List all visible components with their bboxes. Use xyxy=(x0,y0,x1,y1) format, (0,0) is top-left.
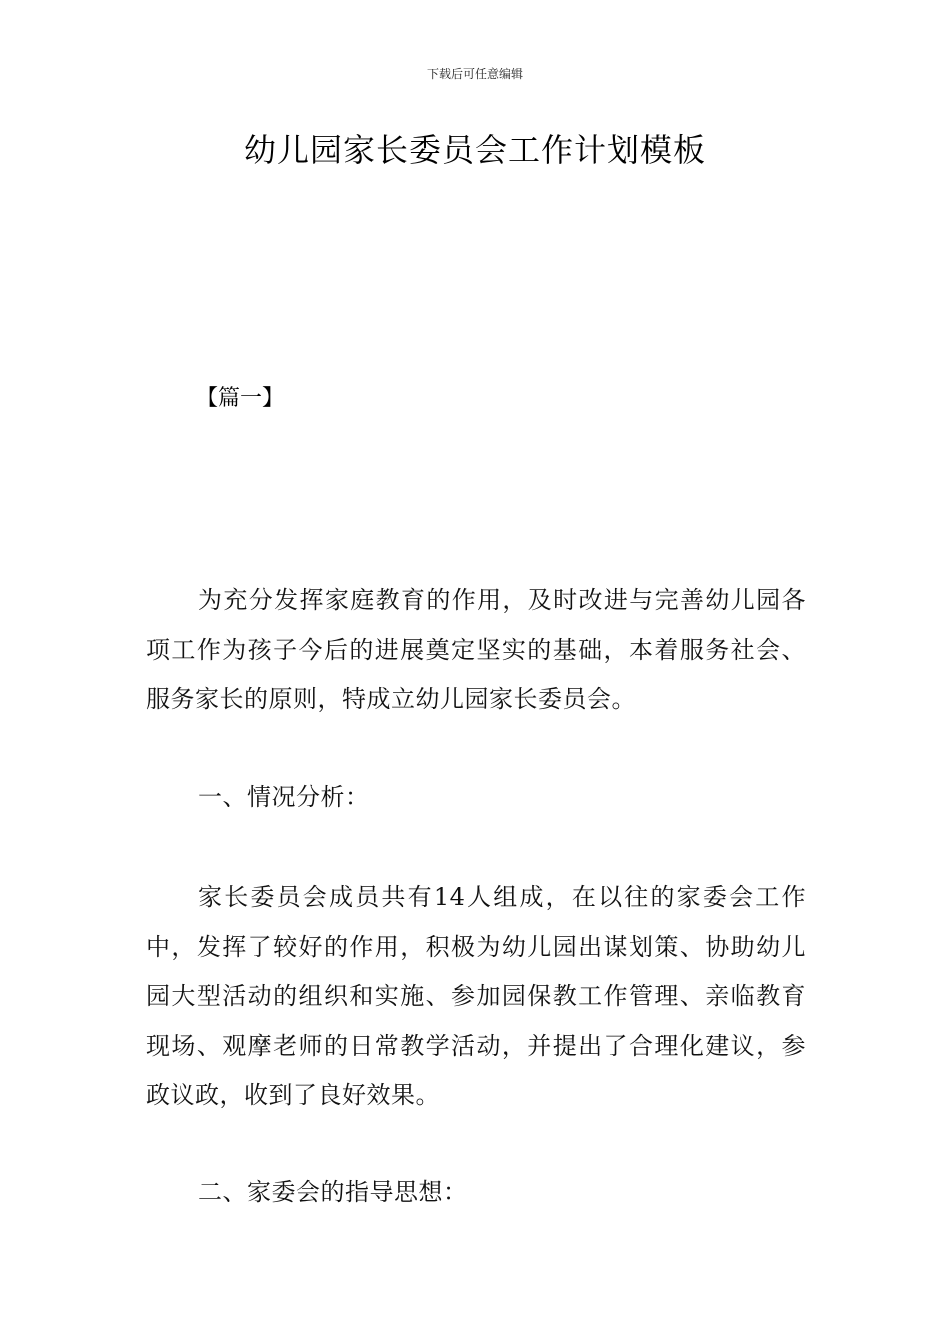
header-note: 下载后可任意编辑 xyxy=(426,67,523,81)
body-paragraph-1: 家长委员会成员共有14人组成，在以往的家委会工作中，发挥了较好的作用，积极为幼儿园出谋划策、协助幼儿园大型活动的组织和实施、参加园保教工作管理、亲临教育现场、观摩老师的日常教学活动，并提出了合理化建议，参政议政，收到了良好效果。 xyxy=(146,883,806,1109)
intro-paragraph: 为充分发挥家庭教育的作用，及时改进与完善幼儿园各项工作为孩子今后的进展奠定坚实的基础，本着服务社会、服务家长的原则，特成立幼儿园家长委员会。 xyxy=(146,586,806,713)
document-title: 幼儿园家长委员会工作计划模板 xyxy=(243,131,706,169)
section-heading-1: 一、情况分析： xyxy=(198,783,370,811)
section-heading-2: 二、家委会的指导思想： xyxy=(198,1178,468,1206)
section-tag: 【篇一】 xyxy=(196,386,285,411)
